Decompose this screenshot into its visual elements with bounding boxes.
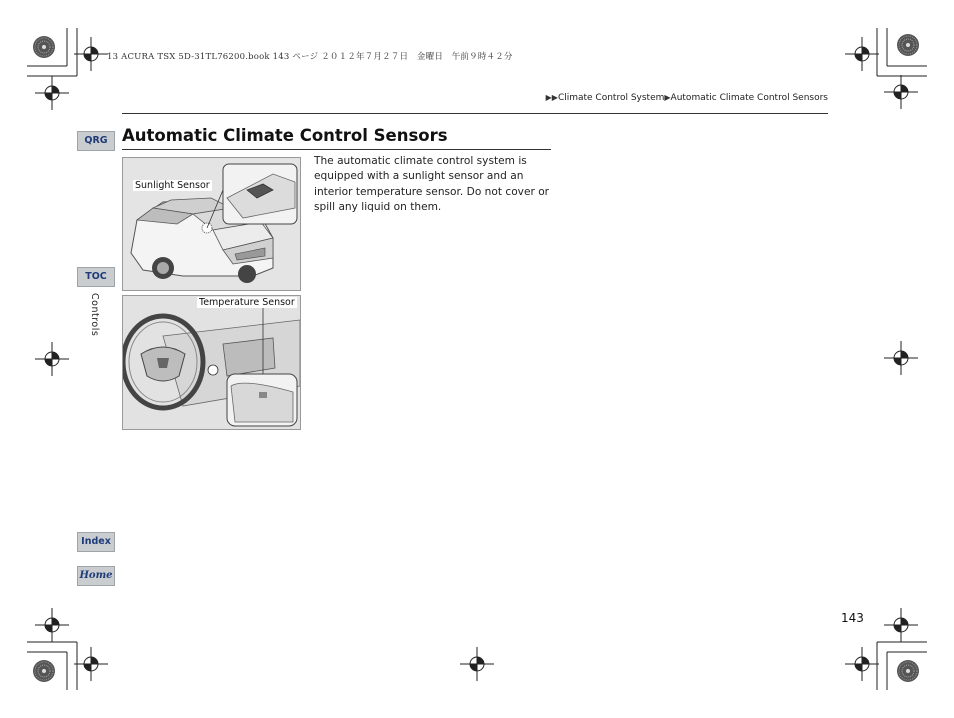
color-target-icon: [897, 34, 919, 56]
registration-mark-icon: [74, 37, 108, 71]
body-paragraph: The automatic climate control system is equipped with a sunlight sensor and an interior temperature sensor. Do not cover or spill any liquid on them.: [314, 155, 550, 214]
temperature-sensor-figure: [122, 295, 301, 430]
home-tab[interactable]: Home: [77, 566, 115, 586]
index-tab[interactable]: Index: [77, 532, 115, 552]
printer-slug: 13 ACURA TSX 5D-31TL76200.book 143 ページ ２０１２年７月２７日 金曜日 午前９時４２分: [107, 52, 513, 62]
sunlight-sensor-figure: [122, 157, 301, 291]
header-rule: [122, 113, 828, 114]
sunlight-sensor-label: Sunlight Sensor: [135, 180, 210, 191]
registration-mark-icon: [35, 608, 69, 642]
registration-mark-icon: [74, 647, 108, 681]
breadcrumb-separator: ▶: [664, 93, 671, 102]
temperature-sensor-label: Temperature Sensor: [199, 297, 295, 308]
registration-mark-icon: [460, 647, 494, 681]
breadcrumb-marker: ▶▶: [545, 93, 558, 102]
registration-mark-icon: [884, 75, 918, 109]
registration-mark-icon: [884, 341, 918, 375]
color-target-icon: [897, 660, 919, 682]
registration-mark-icon: [884, 608, 918, 642]
color-target-icon: [33, 36, 55, 58]
registration-mark-icon: [35, 76, 69, 110]
breadcrumb: [546, 93, 828, 103]
temperature-sensor-marker-icon: [208, 365, 218, 375]
title-rule: [122, 149, 551, 150]
toc-tab[interactable]: TOC: [77, 267, 115, 287]
dashboard-interior-illustration: [123, 296, 300, 429]
section-label: Controls: [89, 293, 100, 337]
breadcrumb-current: Automatic Climate Control Sensors: [670, 93, 828, 103]
breadcrumb-parent-link[interactable]: Climate Control System: [557, 93, 665, 103]
page-title: Automatic Climate Control Sensors: [122, 126, 448, 145]
registration-mark-icon: [35, 342, 69, 376]
car-exterior-illustration: [123, 158, 300, 290]
registration-mark-icon: [845, 37, 879, 71]
color-target-icon: [33, 660, 55, 682]
qrg-tab[interactable]: QRG: [77, 131, 115, 151]
registration-mark-icon: [845, 647, 879, 681]
page-number: 143: [841, 611, 864, 625]
